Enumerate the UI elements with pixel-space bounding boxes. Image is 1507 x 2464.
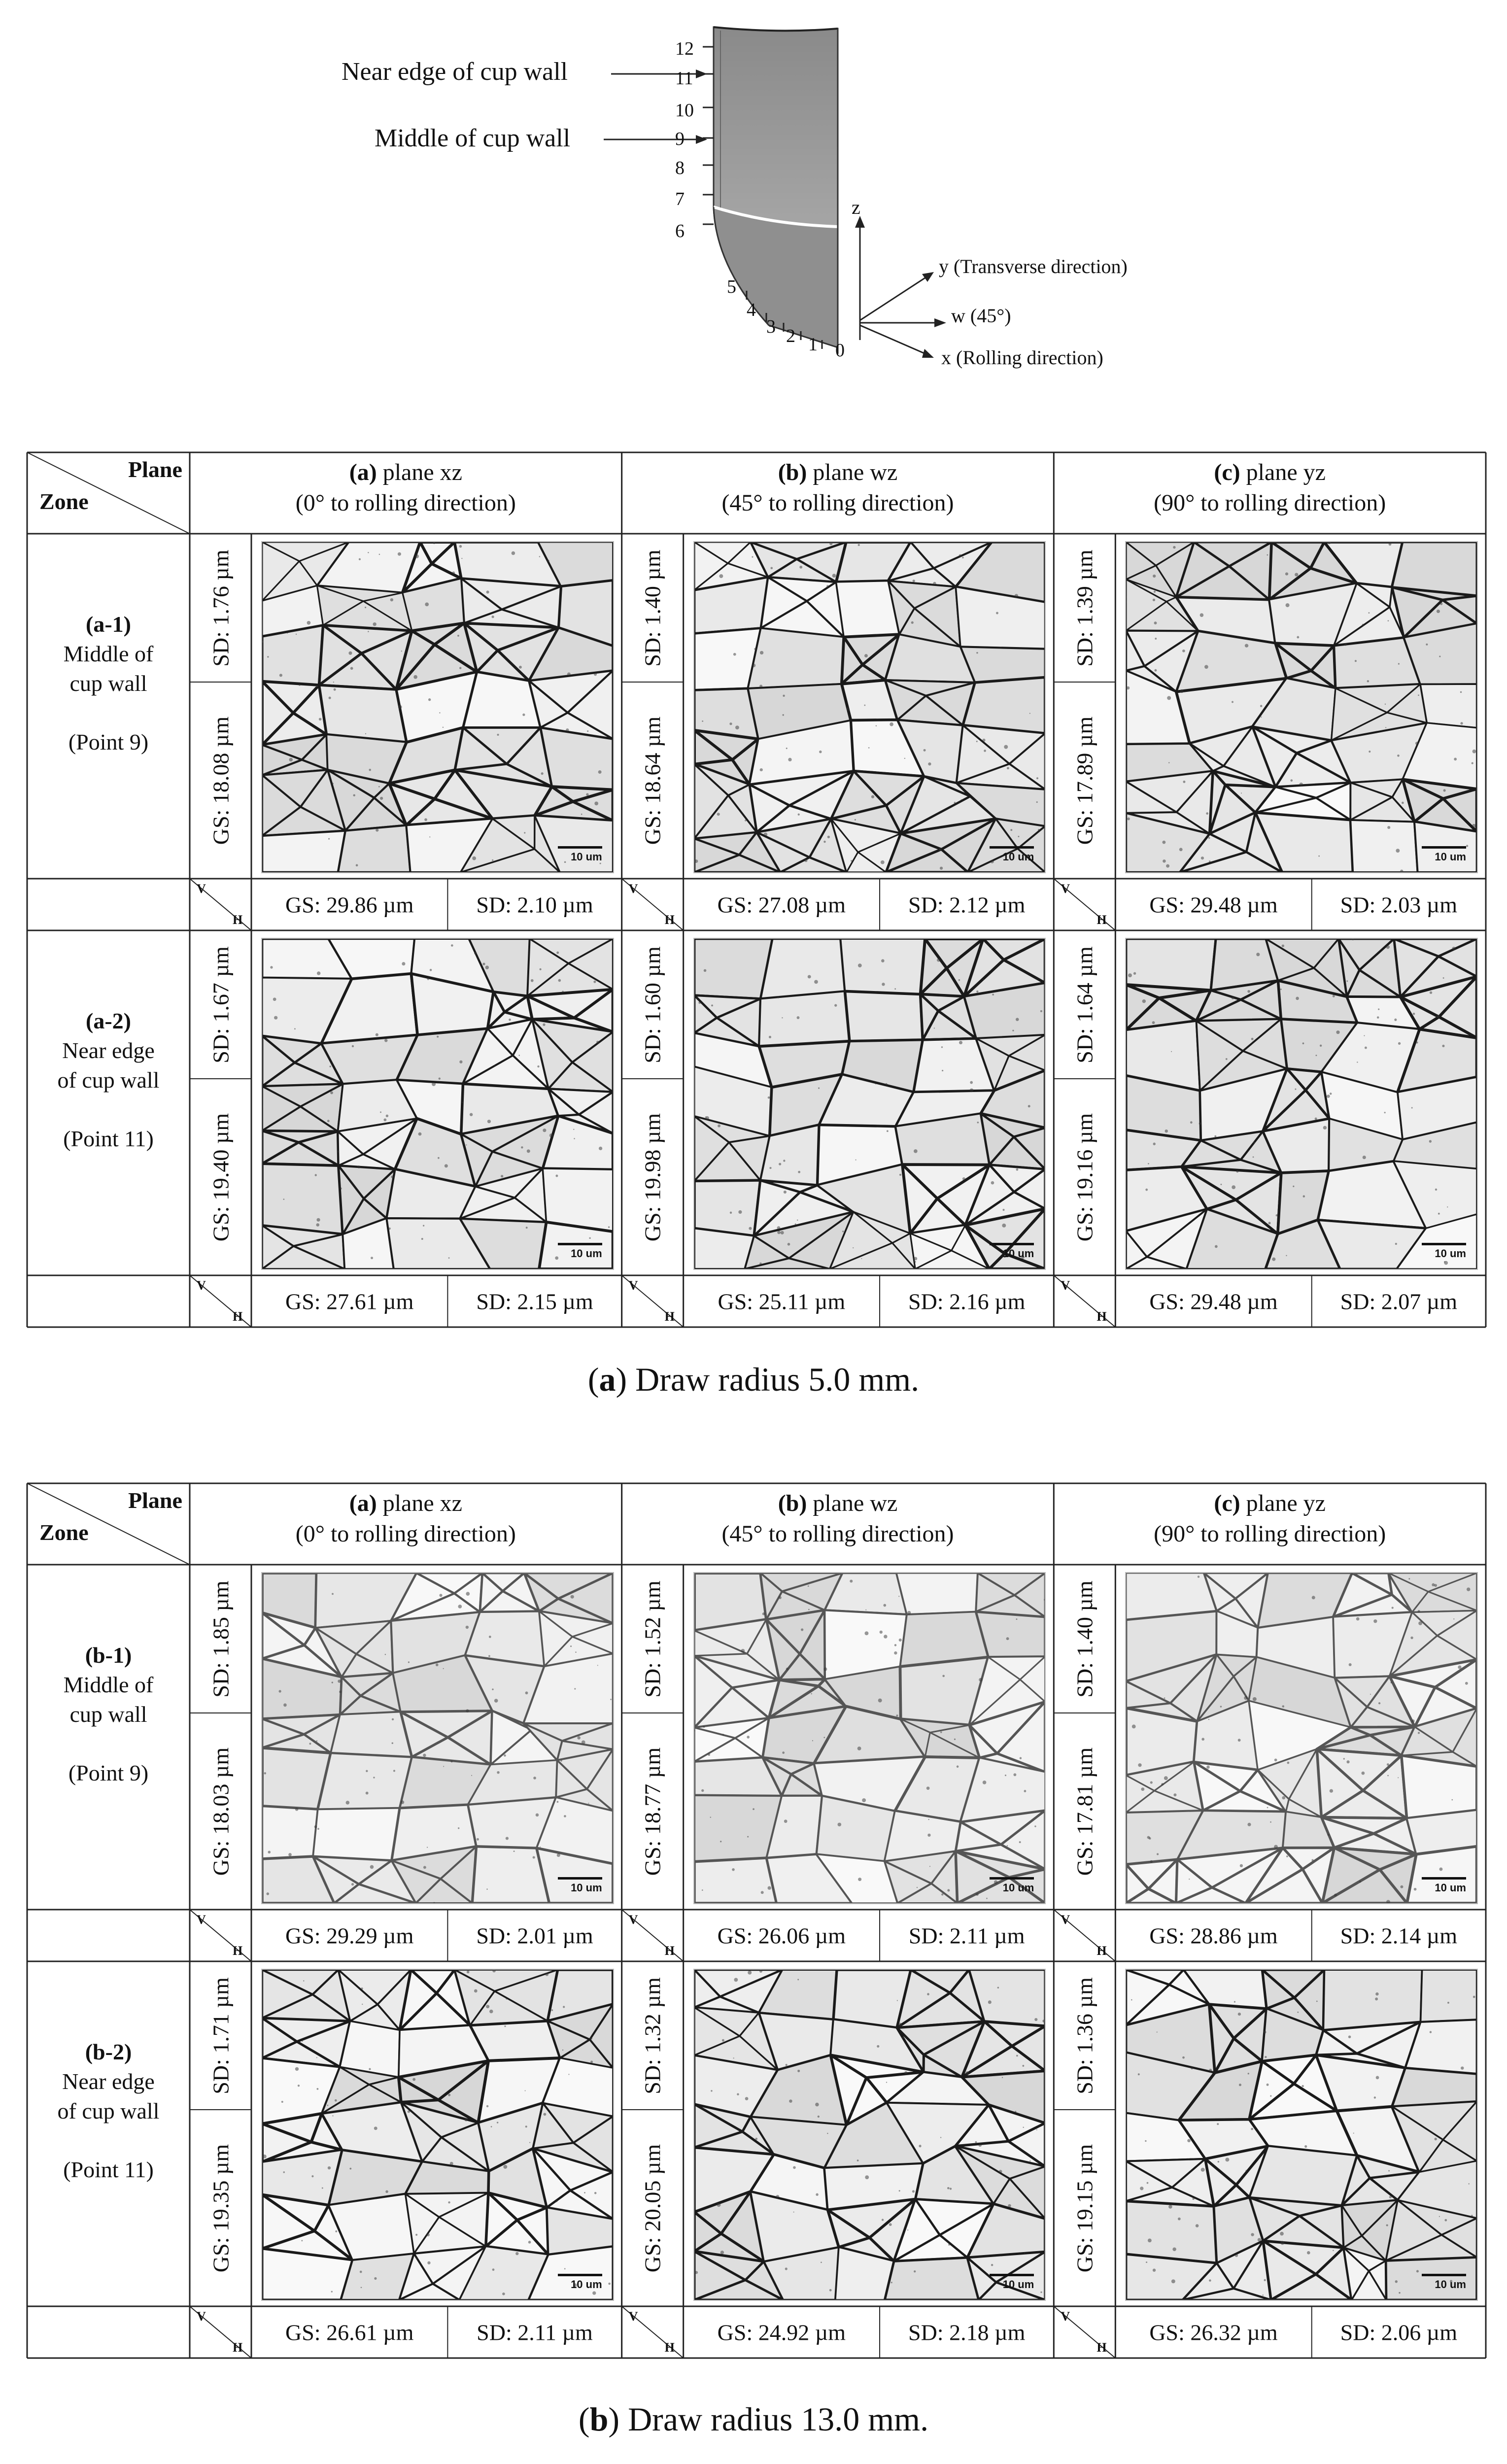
scale-bar <box>558 1877 602 1880</box>
gs-vertical-label: GS: 17.81 µm <box>1072 1747 1097 1876</box>
gs-horizontal-value: GS: 26.61 µm <box>285 2320 414 2345</box>
micrograph-image <box>261 1572 614 1904</box>
gs-horizontal-value: GS: 27.08 µm <box>717 892 846 917</box>
axis-w-label: w (45°) <box>951 305 1011 327</box>
sd-vertical-label: SD: 1.67 µm <box>208 946 233 1063</box>
zone-line1: Near edge <box>62 2068 155 2094</box>
zone-point: (Point 9) <box>68 1760 149 1786</box>
gs-vertical-label: GS: 18.77 µm <box>640 1747 665 1876</box>
micrograph-image <box>1125 1572 1478 1904</box>
zone-point: (Point 11) <box>63 2157 154 2183</box>
zone-line1: Middle of <box>63 1672 154 1697</box>
caption-b: (b) Draw radius 13.0 mm. <box>578 2400 929 2438</box>
gs-horizontal-value: GS: 29.48 µm <box>1149 1289 1278 1314</box>
point-label: 11 <box>675 68 693 89</box>
scale-bar <box>558 2274 602 2276</box>
scale-label: 10 um <box>1435 1882 1466 1894</box>
sd-horizontal-value: SD: 2.16 µm <box>908 1289 1026 1314</box>
gs-vertical-label: GS: 19.35 µm <box>208 2144 233 2272</box>
point-label: 2 <box>786 326 795 346</box>
sd-vertical-label: SD: 1.40 µm <box>1072 1580 1097 1698</box>
scale-label: 10 um <box>571 2278 602 2291</box>
scale-label: 10 um <box>1002 2278 1034 2291</box>
annot-near-edge: Near edge of cup wall <box>342 58 568 86</box>
h-label: H <box>664 1944 675 1958</box>
gs-horizontal-value: GS: 29.48 µm <box>1149 892 1278 917</box>
scale-label: 10 um <box>1002 1247 1034 1260</box>
v-label: V <box>1061 1278 1070 1293</box>
micrograph-image <box>261 938 614 1270</box>
zone-line2: cup wall <box>69 670 147 696</box>
scale-bar <box>990 846 1034 849</box>
gs-horizontal-value: GS: 25.11 µm <box>718 1289 846 1314</box>
gs-vertical-label: GS: 18.03 µm <box>208 1747 233 1876</box>
annot-middle: Middle of cup wall <box>375 124 571 152</box>
scale-bar <box>990 1877 1034 1880</box>
h-label: H <box>233 913 243 927</box>
point-label: 8 <box>675 158 685 178</box>
sd-vertical-label: SD: 1.52 µm <box>640 1580 665 1698</box>
sd-horizontal-value: SD: 2.03 µm <box>1340 892 1458 917</box>
scale-bar <box>990 1243 1034 1245</box>
h-label: H <box>233 1944 243 1958</box>
sd-vertical-label: SD: 1.40 µm <box>640 549 665 667</box>
gs-vertical-label: GS: 18.08 µm <box>208 716 233 845</box>
sd-horizontal-value: SD: 2.06 µm <box>1340 2320 1458 2345</box>
gs-horizontal-value: GS: 28.86 µm <box>1149 1923 1278 1948</box>
column-header <box>622 457 1054 519</box>
micrograph-image <box>1125 541 1478 873</box>
v-label: V <box>197 1913 206 1927</box>
scale-label: 10 um <box>1002 851 1034 863</box>
table-draw-radius-13 <box>27 1483 1486 2358</box>
scale-bar <box>1422 1877 1466 1880</box>
sd-vertical-label: SD: 1.71 µm <box>208 1977 233 2094</box>
column-sub: (45° to rolling direction) <box>721 1521 954 1547</box>
v-label: V <box>197 1278 206 1293</box>
column-header <box>1054 457 1486 519</box>
sd-horizontal-value: SD: 2.07 µm <box>1340 1289 1458 1314</box>
axis-z-label: z <box>852 196 860 218</box>
table-draw-radius-5 <box>27 452 1486 1327</box>
column-name: plane yz <box>1246 1490 1326 1516</box>
micrograph-image <box>693 938 1046 1270</box>
column-sub: (90° to rolling direction) <box>1154 490 1386 516</box>
sd-horizontal-value: SD: 2.11 µm <box>477 2320 593 2345</box>
point-label: 3 <box>766 316 776 337</box>
corner-zone-label: Zone <box>39 1520 89 1545</box>
scale-label: 10 um <box>1002 1882 1034 1894</box>
h-label: H <box>233 2340 243 2355</box>
sd-horizontal-value: SD: 2.14 µm <box>1340 1923 1458 1948</box>
sd-vertical-label: SD: 1.39 µm <box>1072 549 1097 667</box>
column-tag: (c) <box>1214 1490 1240 1516</box>
h-label: H <box>1096 2340 1107 2355</box>
cup-wall-diagram <box>0 0 1507 404</box>
point-label: 6 <box>675 221 685 241</box>
gs-horizontal-value: GS: 26.32 µm <box>1149 2320 1278 2345</box>
scale-bar <box>1422 846 1466 849</box>
scale-label: 10 um <box>571 1882 602 1894</box>
scale-bar <box>990 2274 1034 2276</box>
micrograph-image <box>1125 938 1478 1270</box>
zone-cell <box>27 1006 190 1154</box>
sd-horizontal-value: SD: 2.15 µm <box>476 1289 593 1314</box>
scale-bar <box>558 1243 602 1245</box>
micrograph-image <box>693 1572 1046 1904</box>
zone-line2: of cup wall <box>57 2098 160 2123</box>
column-header <box>622 1488 1054 1550</box>
zone-line1: Middle of <box>63 641 154 666</box>
micrograph-image <box>261 541 614 873</box>
column-tag: (a) <box>349 1490 377 1516</box>
scale-bar <box>1422 2274 1466 2276</box>
v-label: V <box>628 1913 638 1927</box>
gs-horizontal-value: GS: 29.29 µm <box>285 1923 414 1948</box>
gs-vertical-label: GS: 19.15 µm <box>1072 2144 1097 2272</box>
sd-vertical-label: SD: 1.76 µm <box>208 549 233 667</box>
column-name: plane yz <box>1246 459 1326 485</box>
column-sub: (45° to rolling direction) <box>721 490 954 516</box>
point-label: 1 <box>808 334 818 355</box>
point-label: 0 <box>835 340 845 361</box>
scale-bar <box>1422 1243 1466 1245</box>
sd-horizontal-value: SD: 2.01 µm <box>476 1923 593 1948</box>
zone-cell <box>27 2037 190 2185</box>
h-label: H <box>664 2340 675 2355</box>
scale-label: 10 um <box>1435 2278 1466 2291</box>
sd-vertical-label: SD: 1.64 µm <box>1072 946 1097 1063</box>
gs-horizontal-value: GS: 29.86 µm <box>285 892 414 917</box>
gs-vertical-label: GS: 18.64 µm <box>640 716 665 845</box>
column-sub: (90° to rolling direction) <box>1154 1521 1386 1547</box>
h-label: H <box>233 1309 243 1324</box>
column-header <box>190 457 622 519</box>
zone-line1: Near edge <box>62 1037 155 1063</box>
caption-a: (a) Draw radius 5.0 mm. <box>587 1361 920 1398</box>
v-label: V <box>628 2309 638 2324</box>
sd-horizontal-value: SD: 2.18 µm <box>908 2320 1026 2345</box>
zone-cell <box>27 1641 190 1788</box>
sd-horizontal-value: SD: 2.12 µm <box>908 892 1026 917</box>
v-label: V <box>1061 2309 1070 2324</box>
axis-x-label: x (Rolling direction) <box>941 346 1103 369</box>
scale-label: 10 um <box>571 1247 602 1260</box>
sd-vertical-label: SD: 1.36 µm <box>1072 1977 1097 2094</box>
sd-vertical-label: SD: 1.60 µm <box>640 946 665 1063</box>
scale-label: 10 um <box>1435 851 1466 863</box>
corner-zone-label: Zone <box>39 489 89 514</box>
zone-cell <box>27 610 190 757</box>
scale-label: 10 um <box>571 851 602 863</box>
h-label: H <box>664 1309 675 1324</box>
micrograph-image <box>693 1969 1046 2301</box>
axis-y-label: y (Transverse direction) <box>939 255 1128 277</box>
v-label: V <box>628 882 638 896</box>
column-name: plane xz <box>382 459 462 485</box>
zone-tag: (a-1) <box>86 612 131 637</box>
zone-line2: of cup wall <box>57 1067 160 1093</box>
zone-tag: (b-2) <box>85 2039 132 2064</box>
point-label: 7 <box>675 189 685 209</box>
sd-vertical-label: SD: 1.32 µm <box>640 1977 665 2094</box>
column-tag: (b) <box>778 1490 807 1516</box>
point-label: 9 <box>675 129 685 149</box>
gs-vertical-label: GS: 19.16 µm <box>1072 1113 1097 1241</box>
corner-plane-label: Plane <box>128 457 182 482</box>
corner-plane-label: Plane <box>128 1488 182 1513</box>
scale-bar <box>558 846 602 849</box>
column-tag: (a) <box>349 459 377 485</box>
sd-horizontal-value: SD: 2.11 µm <box>908 1923 1025 1948</box>
zone-point: (Point 11) <box>63 1126 154 1152</box>
gs-horizontal-value: GS: 26.06 µm <box>717 1923 846 1948</box>
gs-vertical-label: GS: 17.89 µm <box>1072 716 1097 845</box>
micrograph-image <box>261 1969 614 2301</box>
micrograph-image <box>1125 1969 1478 2301</box>
v-label: V <box>1061 1913 1070 1927</box>
column-header <box>1054 1488 1486 1550</box>
column-tag: (c) <box>1214 459 1240 485</box>
gs-vertical-label: GS: 20.05 µm <box>640 2144 665 2272</box>
h-label: H <box>664 913 675 927</box>
point-label: 4 <box>747 300 756 320</box>
column-name: plane wz <box>813 1490 898 1516</box>
column-name: plane wz <box>813 459 898 485</box>
point-label: 10 <box>675 100 694 121</box>
zone-line2: cup wall <box>69 1701 147 1727</box>
v-label: V <box>1061 882 1070 896</box>
gs-vertical-label: GS: 19.98 µm <box>640 1113 665 1241</box>
column-sub: (0° to rolling direction) <box>295 490 516 516</box>
gs-vertical-label: GS: 19.40 µm <box>208 1113 233 1241</box>
column-tag: (b) <box>778 459 807 485</box>
scale-label: 10 um <box>1435 1247 1466 1260</box>
zone-tag: (b-1) <box>85 1643 132 1668</box>
h-label: H <box>1096 1944 1107 1958</box>
sd-vertical-label: SD: 1.85 µm <box>208 1580 233 1698</box>
sd-horizontal-value: SD: 2.10 µm <box>476 892 593 917</box>
micrograph-image <box>693 541 1046 873</box>
h-label: H <box>1096 1309 1107 1324</box>
column-header <box>190 1488 622 1550</box>
column-sub: (0° to rolling direction) <box>295 1521 516 1547</box>
v-label: V <box>197 2309 206 2324</box>
v-label: V <box>197 882 206 896</box>
h-label: H <box>1096 913 1107 927</box>
zone-tag: (a-2) <box>86 1008 131 1033</box>
point-label: 5 <box>727 276 736 297</box>
gs-horizontal-value: GS: 24.92 µm <box>717 2320 846 2345</box>
column-name: plane xz <box>382 1490 462 1516</box>
zone-point: (Point 9) <box>68 729 149 755</box>
gs-horizontal-value: GS: 27.61 µm <box>285 1289 414 1314</box>
v-label: V <box>628 1278 638 1293</box>
point-label: 12 <box>675 38 694 59</box>
